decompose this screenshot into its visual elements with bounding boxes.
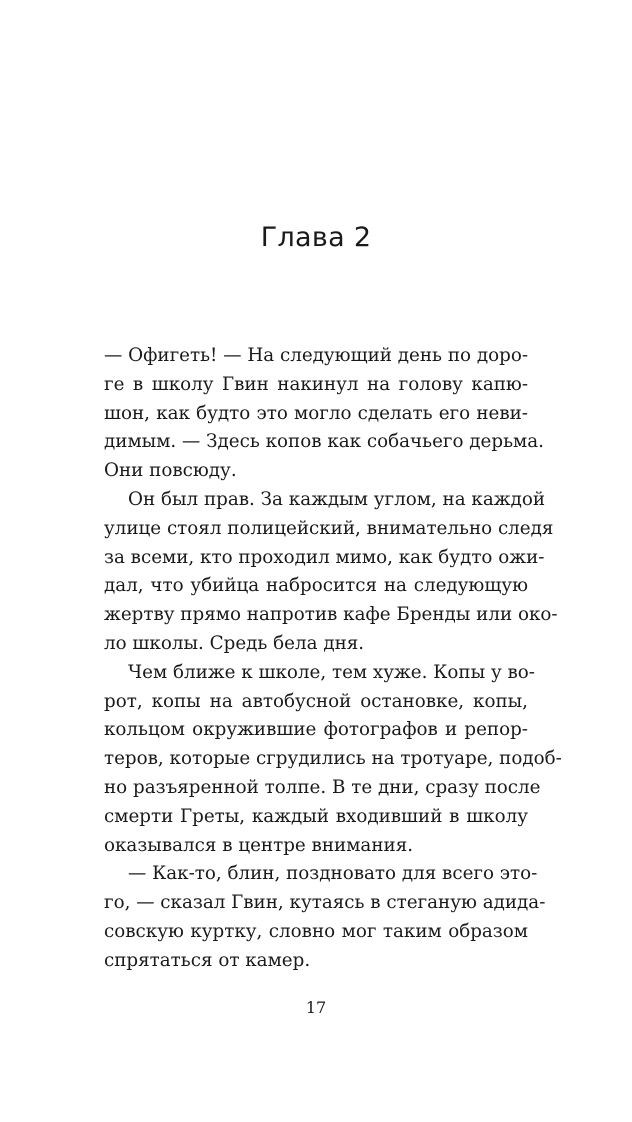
text-line: оказывался в центре внимания. [104, 834, 414, 856]
text-line: спрятаться от камер. [104, 949, 311, 971]
text-line: но разъяренной толпе. В те дни, сразу после [104, 776, 541, 798]
text-line: кольцом окружившие фотографов и репор- [104, 719, 528, 741]
text-line: дал, что убийца набросится на следующую [104, 575, 528, 597]
text-line: совскую куртку, словно мог таким образом [104, 920, 528, 942]
text-line: димым. — Здесь копов как собачьего дерьма. [104, 431, 544, 453]
text-line: ге в школу Гвин накинул на голову капю- [104, 373, 528, 395]
text-line: шон, как будто это могло сделать его неви- [104, 402, 528, 424]
text-line: за всеми, кто проходил мимо, как будто ожи- [104, 546, 545, 568]
text-line: го, — сказал Гвин, кутаясь в стеганую адида- [104, 892, 546, 914]
text-line: рот, копы на автобусной остановке, копы, [104, 690, 528, 712]
chapter-body [104, 342, 562, 976]
text-line: ло школы. Средь бела дня. [104, 632, 365, 654]
text-line: — Как-то, блин, поздновато для всего это- [128, 863, 538, 885]
text-line: жертву прямо напротив кафе Бренды или око- [104, 604, 558, 626]
text-line: улице стоял полицейский, внимательно следя [104, 517, 554, 539]
page-number: 17 [305, 998, 327, 1017]
paragraph-3 [104, 659, 562, 861]
paragraph-1 [104, 342, 544, 486]
text-line: теров, которые сгрудились на тротуаре, подоб- [104, 748, 562, 770]
paragraph-4 [104, 860, 546, 975]
text-line: Они повсюду. [104, 460, 237, 482]
text-line: Чем ближе к школе, тем хуже. Копы у во- [128, 661, 535, 683]
paragraph-2 [104, 486, 558, 659]
chapter-title: Глава 2 [260, 222, 372, 253]
text-line: смерти Греты, каждый входивший в школу [104, 805, 528, 827]
text-line: Он был прав. За каждым углом, на каждой [128, 488, 546, 510]
text-line: — Офигеть! — На следующий день по доро- [104, 345, 528, 366]
